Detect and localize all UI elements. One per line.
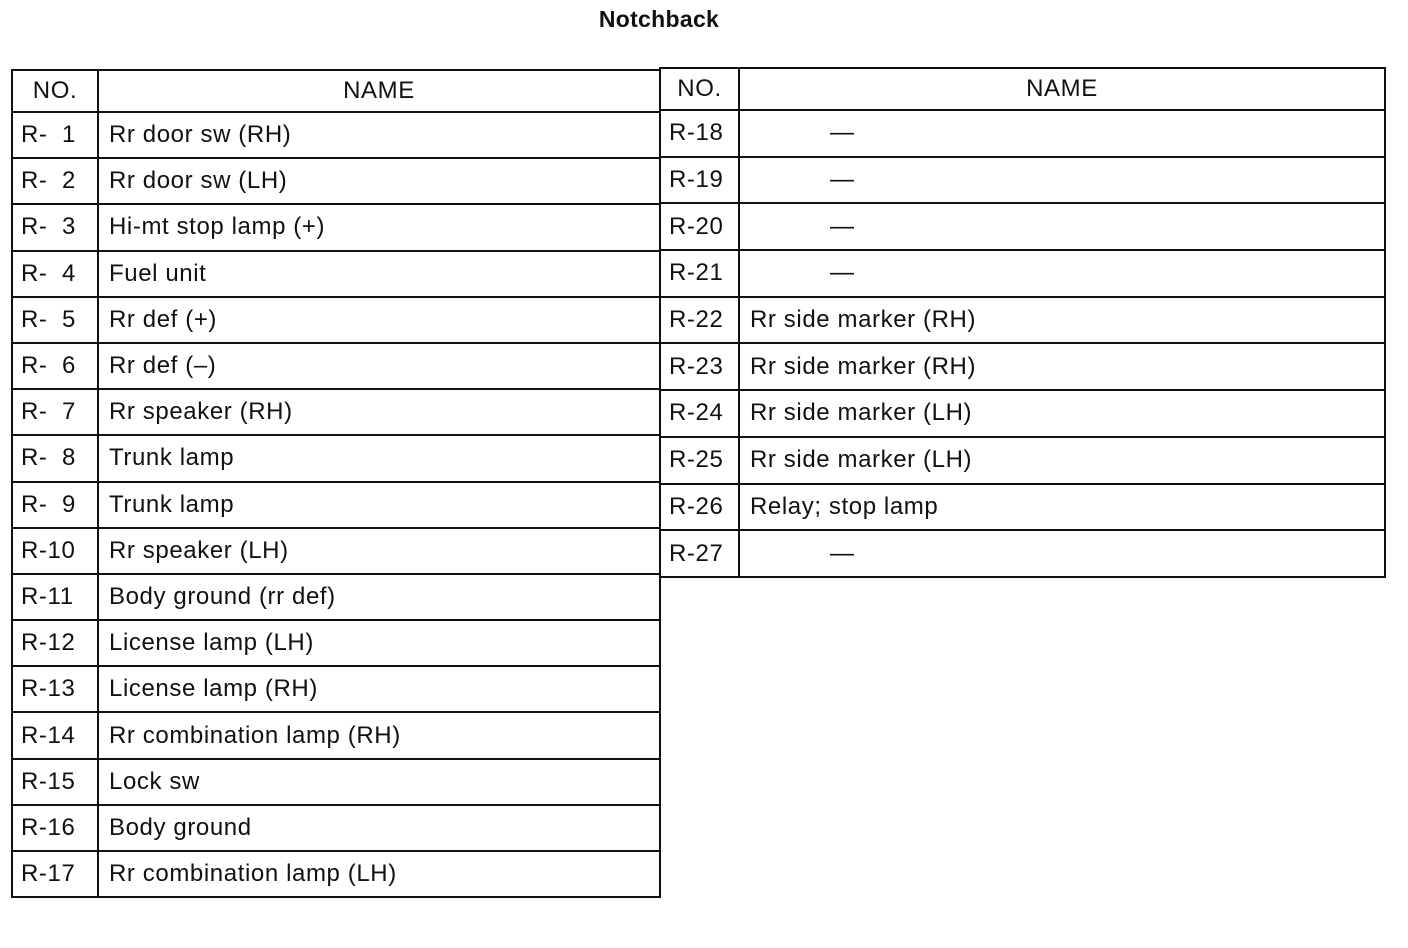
table-row <box>12 343 660 389</box>
connector-name: Rr speaker (LH) <box>98 528 660 574</box>
connector-name: — <box>739 530 1385 577</box>
table-row <box>660 250 1385 297</box>
connector-number: R- 8 <box>12 435 98 481</box>
table-row <box>12 528 660 574</box>
table-row <box>12 620 660 666</box>
connector-name: Fuel unit <box>98 251 660 297</box>
connector-number: R-11 <box>12 574 98 620</box>
connector-number: R- 3 <box>12 204 98 250</box>
connector-name: Hi-mt stop lamp (+) <box>98 204 660 250</box>
table-row <box>12 805 660 851</box>
column-header-name: NAME <box>98 70 660 112</box>
table-row <box>12 851 660 897</box>
connector-name: License lamp (LH) <box>98 620 660 666</box>
table-row <box>12 112 660 158</box>
connector-number: R- 7 <box>12 389 98 435</box>
connector-name: Rr def (–) <box>98 343 660 389</box>
table-row <box>12 204 660 250</box>
table-row <box>660 484 1385 531</box>
table-row <box>660 437 1385 484</box>
connector-number: R- 1 <box>12 112 98 158</box>
connector-name: — <box>739 157 1385 204</box>
connector-number: R-26 <box>660 484 739 531</box>
connector-number: R-13 <box>12 666 98 712</box>
connector-name: Rr def (+) <box>98 297 660 343</box>
table-row <box>12 297 660 343</box>
table-header-row <box>660 68 1385 110</box>
connector-number: R-10 <box>12 528 98 574</box>
connector-number: R-18 <box>660 110 739 157</box>
connector-number: R-27 <box>660 530 739 577</box>
connector-name: Relay; stop lamp <box>739 484 1385 531</box>
connector-name: Lock sw <box>98 759 660 805</box>
connector-name: Rr side marker (LH) <box>739 390 1385 437</box>
table-row <box>660 297 1385 344</box>
table-row <box>660 110 1385 157</box>
page-title: Notchback <box>598 6 720 32</box>
connector-name: Trunk lamp <box>98 435 660 481</box>
table-body-right <box>660 110 1385 577</box>
connector-number: R-15 <box>12 759 98 805</box>
connector-name: Rr side marker (RH) <box>739 297 1385 344</box>
connector-number: R- 2 <box>12 158 98 204</box>
connector-number: R-25 <box>660 437 739 484</box>
connector-number: R-17 <box>12 851 98 897</box>
connector-name: — <box>739 250 1385 297</box>
connector-number: R-23 <box>660 343 739 390</box>
table-row <box>12 759 660 805</box>
table-row <box>12 435 660 481</box>
connector-name: Body ground <box>98 805 660 851</box>
table-row <box>660 157 1385 204</box>
column-header-no: NO. <box>660 68 739 110</box>
connector-number: R-12 <box>12 620 98 666</box>
connector-name: Rr combination lamp (RH) <box>98 712 660 758</box>
connector-name: Rr door sw (LH) <box>98 158 660 204</box>
connector-number: R- 9 <box>12 482 98 528</box>
table-row <box>12 574 660 620</box>
connector-name: Rr speaker (RH) <box>98 389 660 435</box>
table-row <box>12 158 660 204</box>
connector-name: License lamp (RH) <box>98 666 660 712</box>
connector-name: Rr side marker (RH) <box>739 343 1385 390</box>
connector-number: R-14 <box>12 712 98 758</box>
connector-table-right <box>659 67 1386 578</box>
connector-number: R-16 <box>12 805 98 851</box>
table-row <box>12 251 660 297</box>
connector-number: R- 6 <box>12 343 98 389</box>
connector-name: — <box>739 110 1385 157</box>
column-header-name: NAME <box>739 68 1385 110</box>
table-row <box>12 389 660 435</box>
table-body-left <box>12 112 660 897</box>
connector-number: R-22 <box>660 297 739 344</box>
connector-name: Body ground (rr def) <box>98 574 660 620</box>
connector-name: Rr door sw (RH) <box>98 112 660 158</box>
table-row <box>12 482 660 528</box>
connector-name: — <box>739 203 1385 250</box>
table-row <box>12 712 660 758</box>
connector-name: Rr combination lamp (LH) <box>98 851 660 897</box>
table-row <box>660 343 1385 390</box>
connector-number: R- 5 <box>12 297 98 343</box>
connector-number: R-21 <box>660 250 739 297</box>
connector-number: R-20 <box>660 203 739 250</box>
connector-number: R-19 <box>660 157 739 204</box>
connector-name: Rr side marker (LH) <box>739 437 1385 484</box>
connector-number: R-24 <box>660 390 739 437</box>
table-row <box>660 203 1385 250</box>
table-row <box>12 666 660 712</box>
table-header-row <box>12 70 660 112</box>
connector-table-left <box>11 69 661 898</box>
table-row <box>660 390 1385 437</box>
connector-number: R- 4 <box>12 251 98 297</box>
column-header-no: NO. <box>12 70 98 112</box>
connector-name: Trunk lamp <box>98 482 660 528</box>
table-row <box>660 530 1385 577</box>
